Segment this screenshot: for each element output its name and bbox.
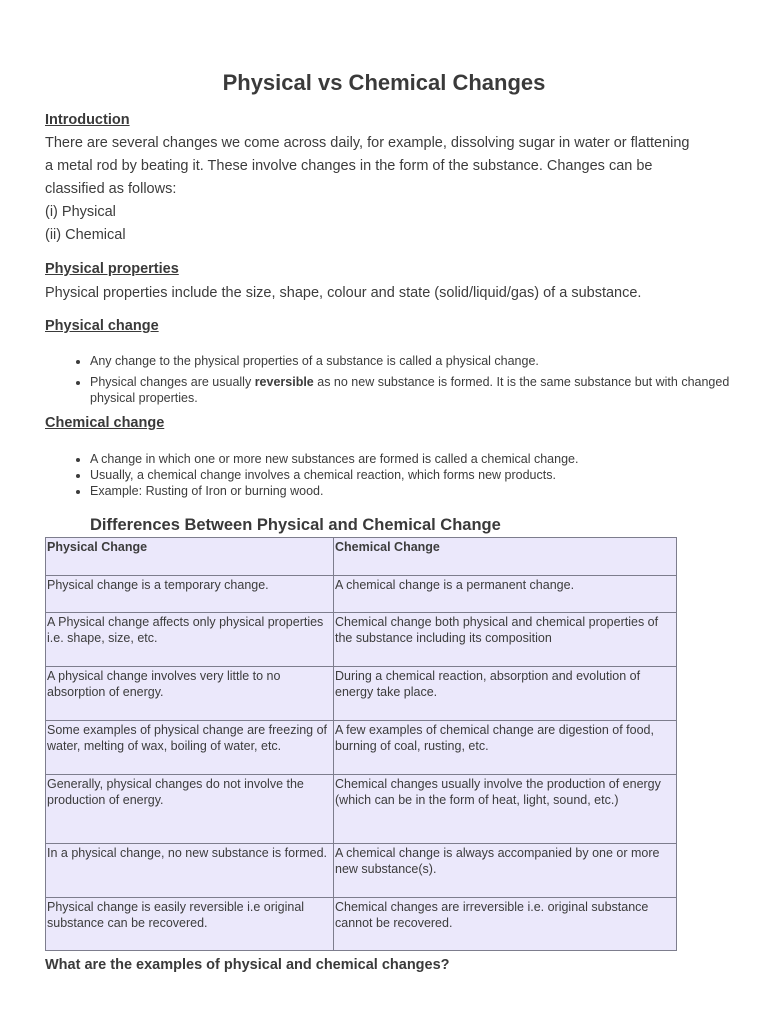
table-cell: Chemical change both physical and chemical properties of the substance including its composition	[334, 613, 677, 667]
list-item: • Example: Rusting of Iron or burning wood.	[90, 483, 768, 499]
chemical-change-heading: Chemical change	[45, 415, 165, 431]
table-row	[46, 898, 677, 951]
chemical-change-list	[45, 451, 768, 499]
table-cell: In a physical change, no new substance is formed.	[46, 844, 334, 898]
physical-properties-text: Physical properties include the size, shape, colour and state (solid/liquid/gas) of a substance.	[45, 285, 642, 301]
list-item	[90, 374, 768, 406]
table-row	[46, 613, 677, 667]
introduction-line: There are several changes we come across daily, for example, dissolving sugar in water or flattening	[45, 135, 690, 151]
table-cell: A chemical change is a permanent change.	[334, 576, 677, 613]
list-item: • Any change to the physical properties of a substance is called a physical change.	[90, 353, 768, 369]
physical-change-list	[45, 353, 768, 406]
table-cell: Generally, physical changes do not involve the production of energy.	[46, 775, 334, 844]
list-item-text: Physical changes are usually	[90, 375, 255, 389]
differences-heading: Differences Between Physical and Chemical Change	[90, 516, 501, 534]
table-row	[46, 721, 677, 775]
list-item: • Usually, a chemical change involves a chemical reaction, which forms new products.	[90, 467, 768, 483]
physical-change-heading: Physical change	[45, 318, 159, 334]
table-row	[46, 844, 677, 898]
introduction-heading: Introduction	[45, 112, 130, 128]
table-cell: Chemical changes usually involve the production of energy (which can be in the form of heat, light, sound, etc.)	[334, 775, 677, 844]
introduction-line: a metal rod by beating it. These involve changes in the form of the substance. Changes can be	[45, 158, 653, 174]
table-row	[46, 775, 677, 844]
examples-question-heading: What are the examples of physical and chemical changes?	[45, 957, 450, 973]
table-cell: Physical change is a temporary change.	[46, 576, 334, 613]
table-row	[46, 576, 677, 613]
differences-table	[45, 537, 677, 951]
table-cell: A chemical change is always accompanied by one or more new substance(s).	[334, 844, 677, 898]
introduction-line: (ii) Chemical	[45, 227, 126, 243]
table-cell: A few examples of chemical change are digestion of food, burning of coal, rusting, etc.	[334, 721, 677, 775]
introduction-text	[45, 132, 735, 247]
table-cell: Physical change is easily reversible i.e original substance can be recovered.	[46, 898, 334, 951]
list-item: • A change in which one or more new substances are formed is called a chemical change.	[90, 451, 768, 467]
introduction-line: classified as follows:	[45, 181, 177, 197]
page-title: Physical vs Chemical Changes	[222, 70, 546, 95]
list-item-text: as no new substance is formed. It is the same substance but with changed physical properties.	[90, 375, 730, 405]
table-cell: During a chemical reaction, absorption and evolution of energy take place.	[334, 667, 677, 721]
physical-properties-heading: Physical properties	[45, 261, 179, 277]
table-header-row	[46, 538, 677, 576]
list-item-bold: reversible	[254, 375, 314, 389]
table-cell: Some examples of physical change are freezing of water, melting of wax, boiling of water, etc.	[46, 721, 334, 775]
table-cell: Chemical changes are irreversible i.e. original substance cannot be recovered.	[334, 898, 677, 951]
introduction-line: (i) Physical	[45, 204, 116, 220]
table-cell: A physical change involves very little to no absorption of energy.	[46, 667, 334, 721]
table-cell: A Physical change affects only physical properties i.e. shape, size, etc.	[46, 613, 334, 667]
column-header-chemical: Chemical Change	[334, 538, 677, 576]
table-row	[46, 667, 677, 721]
column-header-physical: Physical Change	[46, 538, 334, 576]
